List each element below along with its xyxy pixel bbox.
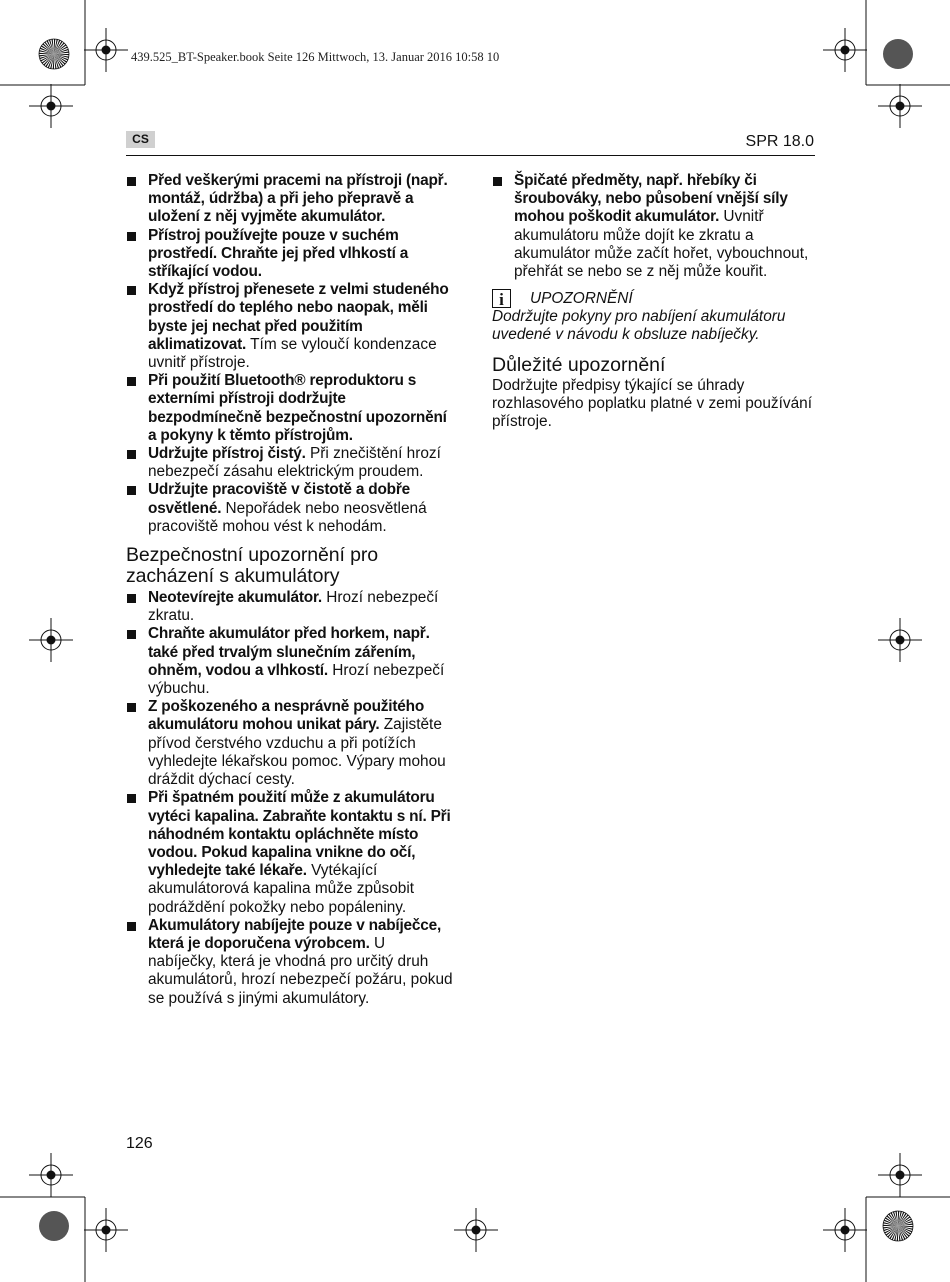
list-item-bold-text: Před veškerými pracemi na přístroji (např. montáž, údržba) a při jeho přepravě a uložení z něj vyjměte akumulátor.	[148, 172, 448, 226]
note-header	[492, 289, 817, 308]
list-item-bold-text: Špičaté předměty, např. hřebíky či šroubováky, nebo působení vnější síly mohou poškodit akumulátor.	[514, 172, 788, 226]
right-safety-list	[492, 172, 817, 281]
list-item-bold-text: Akumulátory nabíjejte pouze v nabíječce, která je doporučena výrobcem.	[148, 916, 442, 952]
crosshair-circle-icon	[823, 28, 867, 72]
list-item-text: U nabíječky, která je vhodná pro určitý druh akumulátorů, hrozí nebezpečí požáru, pokud se používá s jinými akumulátory.	[148, 934, 453, 1007]
list-item	[126, 698, 456, 789]
list-item	[126, 445, 456, 481]
list-item-text: Hrozí nebezpečí výbuchu.	[148, 661, 445, 698]
crosshair-circle-icon	[29, 84, 73, 128]
crosshair-circle-icon	[454, 1208, 498, 1252]
battery-safety-heading: Bezpečnostní upozornění pro zacházení s akumulátory	[126, 544, 379, 588]
left-column	[126, 172, 456, 1008]
list-item-bold-text: Když přístroj přenesete z velmi studeného prostředí do teplého nebo naopak, měli byste jej nechat před použitím aklimatizovat.	[148, 281, 449, 353]
info-icon: i	[492, 289, 511, 308]
list-item-text: Nepořádek nebo neosvětlená pracoviště mohou vést k nehodám.	[148, 499, 427, 535]
file-header: 439.525_BT-Speaker.book Seite 126 Mittwoch, 13. Januar 2016 10:58 10	[131, 50, 500, 64]
list-item-bold-text: Přístroj používejte pouze v suchém prostředí. Chraňte jej před vlhkostí a stříkající vodou.	[148, 226, 409, 281]
crosshair-circle-icon	[84, 1208, 128, 1252]
crosshair-circle-icon	[29, 618, 73, 662]
crosshair-circle-icon	[878, 84, 922, 128]
list-item	[126, 227, 456, 282]
crosshair-circle-icon	[878, 618, 922, 662]
list-item-bold-text: Udržujte přístroj čistý.	[148, 445, 306, 463]
language-badge: CS	[126, 131, 155, 148]
gray-dot-icon	[39, 1211, 69, 1241]
list-item-bold-text: Neotevírejte akumulátor.	[148, 589, 322, 607]
header-rule	[126, 155, 815, 156]
list-item-bold-text: Chraňte akumulátor před horkem, např. také před trvalým slunečním zářením, ohněm, vodou a vlhkostí.	[148, 625, 430, 679]
list-item	[126, 372, 456, 445]
list-item	[126, 172, 456, 227]
list-item	[126, 917, 456, 1008]
sunburst-target-icon	[39, 39, 69, 69]
right-column	[492, 172, 817, 431]
list-item-bold-text: Při špatném použití může z akumulátoru vytéci kapalina. Zabraňte kontaktu s ní. Při náhodném kontaktu opláchněte místo vodou. Pokud kapalina vnikne do očí, vyhledejte také lékaře.	[148, 789, 451, 880]
crosshair-circle-icon	[29, 1153, 73, 1197]
page-number: 126	[126, 1135, 153, 1152]
list-item-text: Tím se vyloučí kondenzace uvnitř přístroje.	[148, 335, 437, 372]
model-label: SPR 18.0	[745, 133, 814, 150]
list-item-text: Vytékající akumulátorová kapalina může způsobit podráždění pokožky nebo popáleniny.	[148, 862, 415, 916]
sunburst-target-icon	[883, 1211, 913, 1241]
crosshair-circle-icon	[878, 1153, 922, 1197]
note-text: Dodržujte pokyny pro nabíjení akumulátoru uvedené v návodu k obsluze nabíječky.	[492, 308, 786, 344]
list-item-text: Při znečištění hrozí nebezpečí zásahu elektrickým proudem.	[148, 445, 441, 481]
list-item-text: Zajistěte přívod čerstvého vzduchu a při potížích vyhledejte lékařskou pomoc. Výpary mohou dráždit dýchací cesty.	[148, 716, 446, 789]
list-item-bold-text: Při použití Bluetooth® reproduktoru s externími přístroji dodržujte bezpodmínečně bezpečnostní upozornění a pokyny k těmto přístrojům.	[148, 372, 447, 444]
list-item	[126, 481, 456, 536]
list-item	[126, 589, 456, 625]
list-item	[126, 789, 456, 916]
list-item-text: Hrozí nebezpečí zkratu.	[148, 589, 439, 625]
battery-safety-list	[126, 589, 456, 1008]
list-item-bold-text: Udržujte pracoviště v čistotě a dobře osvětlené.	[148, 481, 411, 517]
important-notice-text: Dodržujte předpisy týkající se úhrady rozhlasového poplatku platné v zemi používání přístroje.	[492, 376, 812, 431]
gray-dot-icon	[883, 39, 913, 69]
list-item	[492, 172, 817, 281]
note-title: UPOZORNĚNÍ	[530, 289, 633, 307]
list-item	[126, 625, 456, 698]
important-notice-heading: Důležité upozornění	[492, 353, 666, 376]
crosshair-circle-icon	[84, 28, 128, 72]
crosshair-circle-icon	[823, 1208, 867, 1252]
safety-list	[126, 172, 456, 536]
list-item-text: Uvnitř akumulátoru může dojít ke zkratu a akumulátor může začít hořet, vybouchnout, přehřát se nebo se z něj může kouřit.	[514, 208, 809, 281]
list-item-bold-text: Z poškozeného a nesprávně použitého akumulátoru mohou unikat páry.	[148, 698, 425, 734]
list-item	[126, 281, 456, 372]
